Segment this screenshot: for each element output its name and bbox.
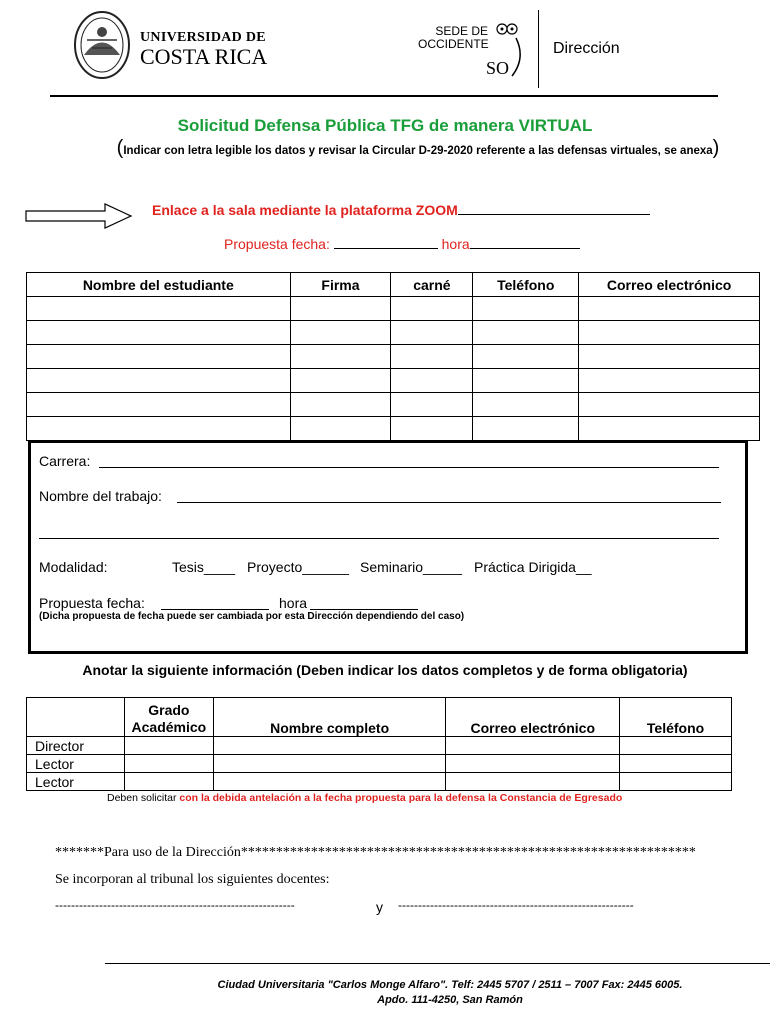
university-name-line2: COSTA RICA [140,44,268,69]
col-header-signature: Firma [290,273,391,297]
col-header-phone: Teléfono [620,698,732,737]
modality-practica[interactable]: Práctica Dirigida__ [474,559,592,575]
table-row[interactable] [27,345,760,369]
sede-label [418,25,488,51]
so-logo-text: SO [486,58,510,78]
footer-rule [105,963,770,964]
modality-proyecto[interactable]: Proyecto______ [247,559,349,575]
zoom-label: Enlace a la sala mediante la plataforma ZOOM [152,202,458,218]
box-date-field[interactable] [161,609,269,610]
office-use-heading: *******Para uso de la Dirección***************************************************************** [55,845,696,860]
grade-header-text: Grado Académico [131,702,207,735]
role-director: Director [27,737,125,755]
paren-close: ) [712,137,720,159]
document-title: Solicitud Defensa Pública TFG de manera VIRTUAL [177,116,593,135]
box-time-field[interactable] [310,609,418,610]
table-row[interactable] [27,417,760,441]
table-row[interactable] [27,369,760,393]
modality-seminario[interactable]: Seminario_____ [360,559,462,575]
sede-line1: SEDE DE [435,24,488,38]
proposal-time-blank[interactable] [470,236,580,249]
col-header-carne: carné [391,273,473,297]
committee-table-header [27,698,732,737]
table-row[interactable] [27,297,760,321]
box-date-label: Propuesta fecha: [39,595,145,611]
zoom-blank[interactable] [458,200,650,215]
zoom-link-field[interactable] [152,200,650,218]
proposal-date-blank[interactable] [334,236,438,249]
table-row[interactable] [27,755,732,773]
footer-address: Ciudad Universitaria "Carlos Monge Alfaro". Telf: 2445 5707 / 2511 – 7007 Fax: 2445 6005. [217,979,683,991]
note-paren: ( [39,611,43,622]
paren-open: ( [116,137,124,159]
committee-table [26,697,732,791]
role-lector-1: Lector [27,755,125,773]
office-name: Dirección [553,40,620,57]
proposal-time-label: hora [441,236,470,252]
arrow-right-icon [25,203,133,229]
header-divider [538,10,539,88]
col-header-grade [124,698,213,737]
proposal-date-label: Propuesta fecha: [224,236,330,252]
committee-instructions: Anotar la siguiente información (Deben indicar los datos completos y de forma obligatoria) [82,662,688,678]
note-text: Dicha propuesta de fecha puede ser cambiada por esta Dirección dependiendo del caso) [42,611,465,622]
proposal-date-row [224,236,580,252]
header-rule [50,95,718,97]
graduation-note-red: con la debida antelación a la fecha propuesta para la defensa la Constancia de Egresado [179,792,623,804]
graduation-note-black: Deben solicitar [107,792,180,804]
work-name-label: Nombre del trabajo: [39,488,162,504]
docente-field-1[interactable]: ------------------------------------------------------------ [55,898,295,912]
modality-tesis[interactable]: Tesis____ [172,559,236,575]
col-header-name: Nombre del estudiante [27,273,291,297]
carrera-label: Carrera: [39,453,91,469]
box-time-label: hora [279,595,308,611]
table-row[interactable] [27,773,732,791]
table-row[interactable] [27,737,732,755]
graduation-note [107,792,622,804]
ucr-seal-logo [72,10,132,80]
role-lector-2: Lector [27,773,125,791]
project-info-box [28,440,748,654]
col-header-phone: Teléfono [473,273,579,297]
table-row[interactable] [27,321,760,345]
footer-po-box: Apdo. 111-4250, San Ramón [377,994,523,1006]
col-header-role [27,698,125,737]
instructions [108,138,728,161]
conjunction-y: y [376,899,383,915]
carrera-field[interactable] [99,467,719,468]
col-header-email: Correo electrónico [579,273,760,297]
modality-label: Modalidad: [39,559,108,575]
tribunal-text: Se incorporan al tribunal los siguientes docentes: [55,872,330,887]
sede-line2: OCCIDENTE [418,37,489,51]
instructions-text: Indicar con letra legible los datos y revisar la Circular D-29-2020 referente a las defensas virtuales, se anexa [123,145,713,157]
students-table-header [27,273,760,297]
col-header-fullname: Nombre completo [213,698,446,737]
work-name-field-line2[interactable] [39,538,719,539]
docente-field-2[interactable]: ----------------------------------------------------------- [398,898,634,912]
date-change-note [39,611,464,622]
col-header-email: Correo electrónico [446,698,620,737]
table-row[interactable] [27,393,760,417]
work-name-field[interactable] [177,502,721,503]
students-table [26,272,760,441]
university-name-line1: UNIVERSIDAD DE [140,30,266,45]
